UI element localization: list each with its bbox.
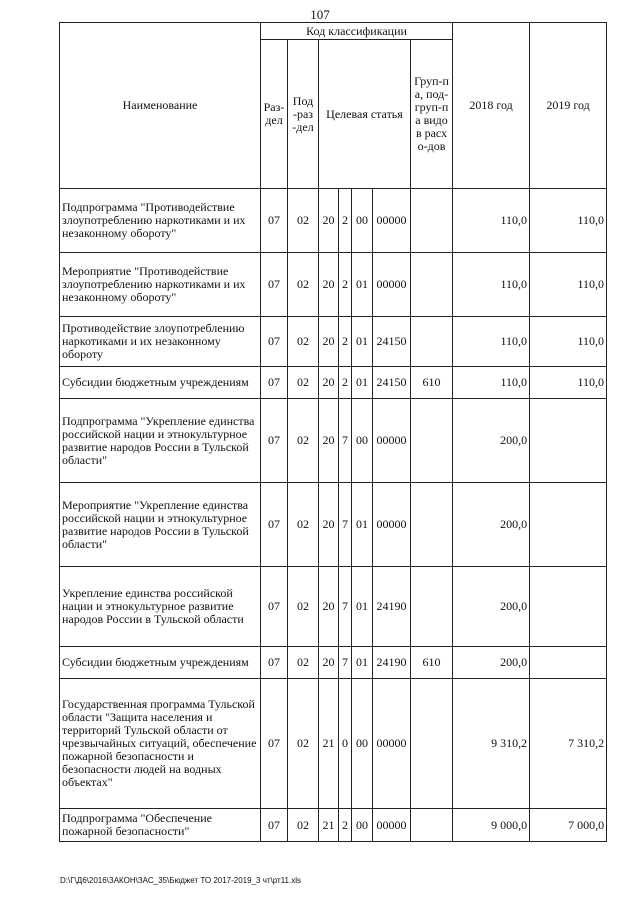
row-subsection: 02 (288, 567, 319, 647)
row-expense-group: 610 (411, 647, 453, 679)
row-target-program: 20 (319, 253, 339, 317)
table-row (60, 809, 607, 842)
header-group-text: Груп-па, под-груп-па видов расхо-дов (414, 74, 449, 153)
row-target-direction: 24190 (373, 647, 411, 679)
row-expense-group (411, 483, 453, 567)
row-target-program: 20 (319, 189, 339, 253)
row-expense-group (411, 317, 453, 367)
row-amount-2019: 110,0 (530, 317, 607, 367)
budget-table (59, 22, 607, 842)
row-target-program: 20 (319, 317, 339, 367)
row-subsection: 02 (288, 399, 319, 483)
row-amount-2018: 200,0 (453, 399, 530, 483)
row-target-event: 01 (352, 483, 373, 567)
row-target-direction: 24150 (373, 317, 411, 367)
table-row (60, 483, 607, 567)
row-section: 07 (261, 679, 288, 809)
row-amount-2019 (530, 483, 607, 567)
row-section: 07 (261, 647, 288, 679)
row-target-direction: 00000 (373, 679, 411, 809)
header-2018: 2018 год (453, 23, 530, 189)
row-target-event: 00 (352, 809, 373, 842)
row-section: 07 (261, 253, 288, 317)
row-target-direction: 00000 (373, 399, 411, 483)
row-target-event: 00 (352, 399, 373, 483)
row-subsection: 02 (288, 647, 319, 679)
header-subsection (288, 40, 319, 189)
file-path: D:\Г\Д6\2016\ЗАКОН\ЗАС_35\Бюджет ТО 2017-2019_3 чт\рт11.xls (60, 876, 301, 885)
row-target-direction: 00000 (373, 483, 411, 567)
row-expense-group (411, 567, 453, 647)
row-target-event: 00 (352, 679, 373, 809)
row-target-event: 01 (352, 317, 373, 367)
row-target-subprogram: 0 (339, 679, 352, 809)
header-group (411, 40, 453, 189)
row-amount-2018: 200,0 (453, 567, 530, 647)
row-amount-2018: 110,0 (453, 189, 530, 253)
table-row (60, 367, 607, 399)
row-section: 07 (261, 317, 288, 367)
row-subsection: 02 (288, 317, 319, 367)
table-body (60, 189, 607, 842)
row-subsection: 02 (288, 367, 319, 399)
header-name: Наименование (60, 23, 261, 189)
row-section: 07 (261, 567, 288, 647)
row-target-subprogram: 7 (339, 647, 352, 679)
row-section: 07 (261, 399, 288, 483)
header-section-text: Раз-дел (263, 100, 285, 127)
row-target-program: 20 (319, 647, 339, 679)
row-name: Государственная программа Тульской области "Защита населения и территорий Тульской области от чрезвычайных ситуаций, обеспечение пожарной безопасности и безопасности людей на водных объектах" (60, 679, 261, 809)
row-target-program: 20 (319, 483, 339, 567)
row-target-event: 01 (352, 647, 373, 679)
row-section: 07 (261, 367, 288, 399)
row-target-subprogram: 7 (339, 483, 352, 567)
row-target-program: 20 (319, 567, 339, 647)
header-classification: Код классификации (261, 23, 453, 40)
row-name: Подпрограмма "Укрепление единства российской нации и этнокультурное развитие народов России в Тульской области" (60, 399, 261, 483)
row-amount-2019: 7 000,0 (530, 809, 607, 842)
row-name: Противодействие злоупотреблению наркотиками и их незаконному обороту (60, 317, 261, 367)
table-row (60, 317, 607, 367)
row-target-direction: 00000 (373, 809, 411, 842)
row-amount-2018: 110,0 (453, 253, 530, 317)
row-target-subprogram: 2 (339, 317, 352, 367)
row-name: Укрепление единства российской нации и этнокультурное развитие народов России в Тульской области (60, 567, 261, 647)
table-row (60, 567, 607, 647)
table-row (60, 679, 607, 809)
row-target-direction: 00000 (373, 253, 411, 317)
row-expense-group (411, 399, 453, 483)
header-target: Целевая статья (319, 40, 411, 189)
row-target-subprogram: 2 (339, 809, 352, 842)
table-row (60, 253, 607, 317)
row-subsection: 02 (288, 189, 319, 253)
row-name: Мероприятие "Укрепление единства российской нации и этнокультурное развитие народов России в Тульской области" (60, 483, 261, 567)
row-subsection: 02 (288, 483, 319, 567)
row-target-program: 20 (319, 399, 339, 483)
row-target-direction: 24190 (373, 567, 411, 647)
row-amount-2018: 200,0 (453, 647, 530, 679)
row-target-event: 00 (352, 189, 373, 253)
row-target-subprogram: 7 (339, 567, 352, 647)
row-target-event: 01 (352, 367, 373, 399)
page-number: 107 (310, 7, 330, 22)
row-target-subprogram: 7 (339, 399, 352, 483)
row-amount-2019: 7 310,2 (530, 679, 607, 809)
row-target-subprogram: 2 (339, 189, 352, 253)
row-amount-2019: 110,0 (530, 367, 607, 399)
row-subsection: 02 (288, 253, 319, 317)
row-amount-2018: 110,0 (453, 367, 530, 399)
row-section: 07 (261, 189, 288, 253)
row-target-subprogram: 2 (339, 367, 352, 399)
row-target-program: 21 (319, 679, 339, 809)
row-expense-group (411, 189, 453, 253)
header-row-1 (60, 23, 607, 40)
row-name: Подпрограмма "Противодействие злоупотреблению наркотиками и их незаконному обороту" (60, 189, 261, 253)
row-amount-2019 (530, 647, 607, 679)
row-amount-2018: 9 310,2 (453, 679, 530, 809)
row-amount-2019 (530, 399, 607, 483)
row-target-event: 01 (352, 567, 373, 647)
row-expense-group: 610 (411, 367, 453, 399)
row-target-program: 21 (319, 809, 339, 842)
row-expense-group (411, 253, 453, 317)
table-row (60, 399, 607, 483)
row-name: Субсидии бюджетным учреждениям (60, 367, 261, 399)
row-name: Субсидии бюджетным учреждениям (60, 647, 261, 679)
row-target-subprogram: 2 (339, 253, 352, 317)
row-section: 07 (261, 483, 288, 567)
row-expense-group (411, 809, 453, 842)
row-target-event: 01 (352, 253, 373, 317)
header-2019: 2019 год (530, 23, 607, 189)
row-target-program: 20 (319, 367, 339, 399)
table-row (60, 647, 607, 679)
table-row (60, 189, 607, 253)
header-section (261, 40, 288, 189)
row-amount-2019: 110,0 (530, 189, 607, 253)
row-amount-2019 (530, 567, 607, 647)
row-name: Мероприятие "Противодействие злоупотреблению наркотиками и их незаконному обороту" (60, 253, 261, 317)
row-subsection: 02 (288, 809, 319, 842)
row-subsection: 02 (288, 679, 319, 809)
header-subsection-text: Под-раз-дел (292, 93, 314, 134)
row-expense-group (411, 679, 453, 809)
row-target-direction: 24150 (373, 367, 411, 399)
row-section: 07 (261, 809, 288, 842)
row-name: Подпрограмма "Обеспечение пожарной безопасности" (60, 809, 261, 842)
row-amount-2018: 110,0 (453, 317, 530, 367)
row-amount-2018: 200,0 (453, 483, 530, 567)
row-amount-2019: 110,0 (530, 253, 607, 317)
row-target-direction: 00000 (373, 189, 411, 253)
row-amount-2018: 9 000,0 (453, 809, 530, 842)
